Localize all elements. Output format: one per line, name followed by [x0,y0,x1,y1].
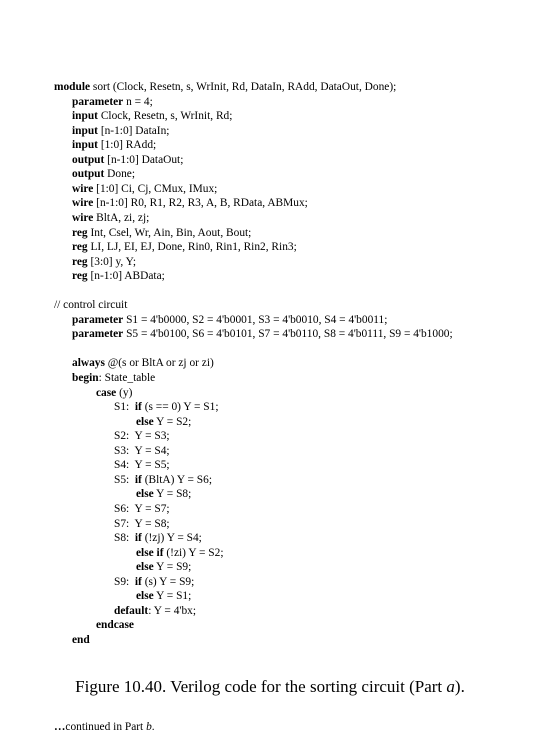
code-line [54,604,453,619]
code-keyword: input [72,139,98,152]
code-keyword: always [72,357,105,370]
code-keyword: parameter [72,328,124,341]
code-line [54,517,453,532]
code-keyword: parameter [72,95,124,108]
continued-text: continued in Part [65,721,147,734]
code-text: S4: Y = S5; [114,459,170,472]
code-text: S1: [114,401,135,414]
code-text: S6: Y = S7; [114,502,170,515]
code-text: BltA, zi, zj; [93,212,150,225]
code-text: (!zj) Y = S4; [141,532,202,545]
code-keyword: wire [72,182,94,195]
code-text: @(s or BltA or zj or zi) [104,357,214,370]
code-keyword: end [72,633,90,646]
code-text: S2: Y = S3; [114,430,170,443]
code-keyword: if [134,401,142,414]
code-text: S1 = 4'b0000, S2 = 4'b0001, S3 = 4'b0010, S4 = 4'b0011; [123,313,388,326]
code-keyword: output [72,153,105,166]
code-text: S3: Y = S4; [114,444,170,457]
continued-dots: … [54,721,66,734]
code-text: (s == 0) Y = S1; [141,401,219,414]
code-line [54,473,453,488]
code-keyword: reg [72,241,88,254]
code-line [54,531,453,546]
code-line [54,575,453,590]
code-keyword: else [136,561,154,574]
code-line [54,255,453,270]
code-keyword: module [54,81,91,94]
code-line [54,269,453,284]
code-keyword: else [136,590,154,603]
code-line [54,182,453,197]
code-lines [54,80,453,647]
verilog-code-block [54,51,453,749]
code-text: [n-1:0] ABData; [87,270,165,283]
code-line [54,153,453,168]
code-text: S5 = 4'b0100, S6 = 4'b0101, S7 = 4'b0110, S8 = 4'b0111, S9 = 4'b1000; [123,328,453,341]
code-line [54,327,453,342]
code-line [54,487,453,502]
continued-note [54,720,453,735]
code-text: (!zi) Y = S2; [163,546,224,559]
caption-part: a [446,677,455,696]
code-text: Y = S2; [153,415,192,428]
code-line [54,502,453,517]
code-keyword: input [72,124,98,137]
code-text: sort (Clock, Resetn, s, WrInit, Rd, DataIn, RAdd, DataOut, Done); [90,81,397,94]
code-line [54,342,453,357]
code-line [54,95,453,110]
code-text: S9: [114,575,135,588]
code-text: S5: [114,473,135,486]
code-line [54,80,453,95]
code-keyword: wire [72,197,94,210]
code-line [54,298,453,313]
code-line [54,386,453,401]
code-keyword: begin [72,372,99,385]
code-line [54,240,453,255]
code-keyword: parameter [72,313,124,326]
code-keyword: endcase [96,619,134,632]
code-text: [3:0] y, Y; [87,255,137,268]
code-line [54,560,453,575]
code-line [54,415,453,430]
code-keyword: if [134,473,142,486]
code-text: // control circuit [54,299,128,312]
code-line [54,211,453,226]
code-text: : State_table [98,372,156,385]
code-text: Y = S9; [153,561,192,574]
code-keyword: default [114,604,149,617]
code-line [54,124,453,139]
code-text: [n-1:0] DataIn; [97,124,170,137]
code-keyword: reg [72,270,88,283]
code-line [54,458,453,473]
code-text: [1:0] RAdd; [97,139,157,152]
code-keyword: case [96,386,117,399]
code-text: (s) Y = S9; [141,575,195,588]
code-text: LI, LJ, EI, EJ, Done, Rin0, Rin1, Rin2, Rin3; [87,241,297,254]
code-text: Int, Csel, Wr, Ain, Bin, Aout, Bout; [87,226,252,239]
code-keyword: if [134,532,142,545]
code-text: : Y = 4'bx; [148,604,197,617]
caption-suffix: ). [454,677,465,696]
code-text: (y) [116,386,133,399]
code-keyword: if [134,575,142,588]
code-line [54,226,453,241]
code-keyword: else [136,415,154,428]
code-line [54,589,453,604]
code-text: (BltA) Y = S6; [141,473,212,486]
code-line [54,196,453,211]
code-line [54,167,453,182]
code-line [54,444,453,459]
code-line [54,109,453,124]
code-text: Y = S8; [153,488,192,501]
continued-part: b [146,721,152,734]
code-line [54,400,453,415]
code-text: Y = S1; [153,590,192,603]
code-text: Done; [104,168,135,181]
caption-prefix: Figure 10.40. Verilog code for the sorting circuit (Part [75,677,447,696]
code-keyword: reg [72,255,88,268]
code-line [54,284,453,299]
code-line [54,546,453,561]
code-line [54,138,453,153]
code-text: S7: Y = S8; [114,517,170,530]
code-text: Clock, Resetn, s, WrInit, Rd; [97,110,233,123]
code-keyword: else if [136,546,164,559]
code-line [54,618,453,633]
code-keyword: else [136,488,154,501]
code-line [54,356,453,371]
code-text: S8: [114,532,135,545]
code-line [54,371,453,386]
code-keyword: input [72,110,98,123]
code-line [54,313,453,328]
code-line [54,429,453,444]
code-line [54,633,453,648]
continued-end: . [151,721,155,734]
code-text: n = 4; [123,95,153,108]
code-keyword: output [72,168,105,181]
figure-caption [0,677,540,697]
code-keyword: reg [72,226,88,239]
code-text: [n-1:0] DataOut; [104,153,184,166]
code-keyword: wire [72,212,94,225]
code-text: [n-1:0] R0, R1, R2, R3, A, B, RData, ABMux; [93,197,308,210]
code-text: [1:0] Ci, Cj, CMux, IMux; [93,182,218,195]
